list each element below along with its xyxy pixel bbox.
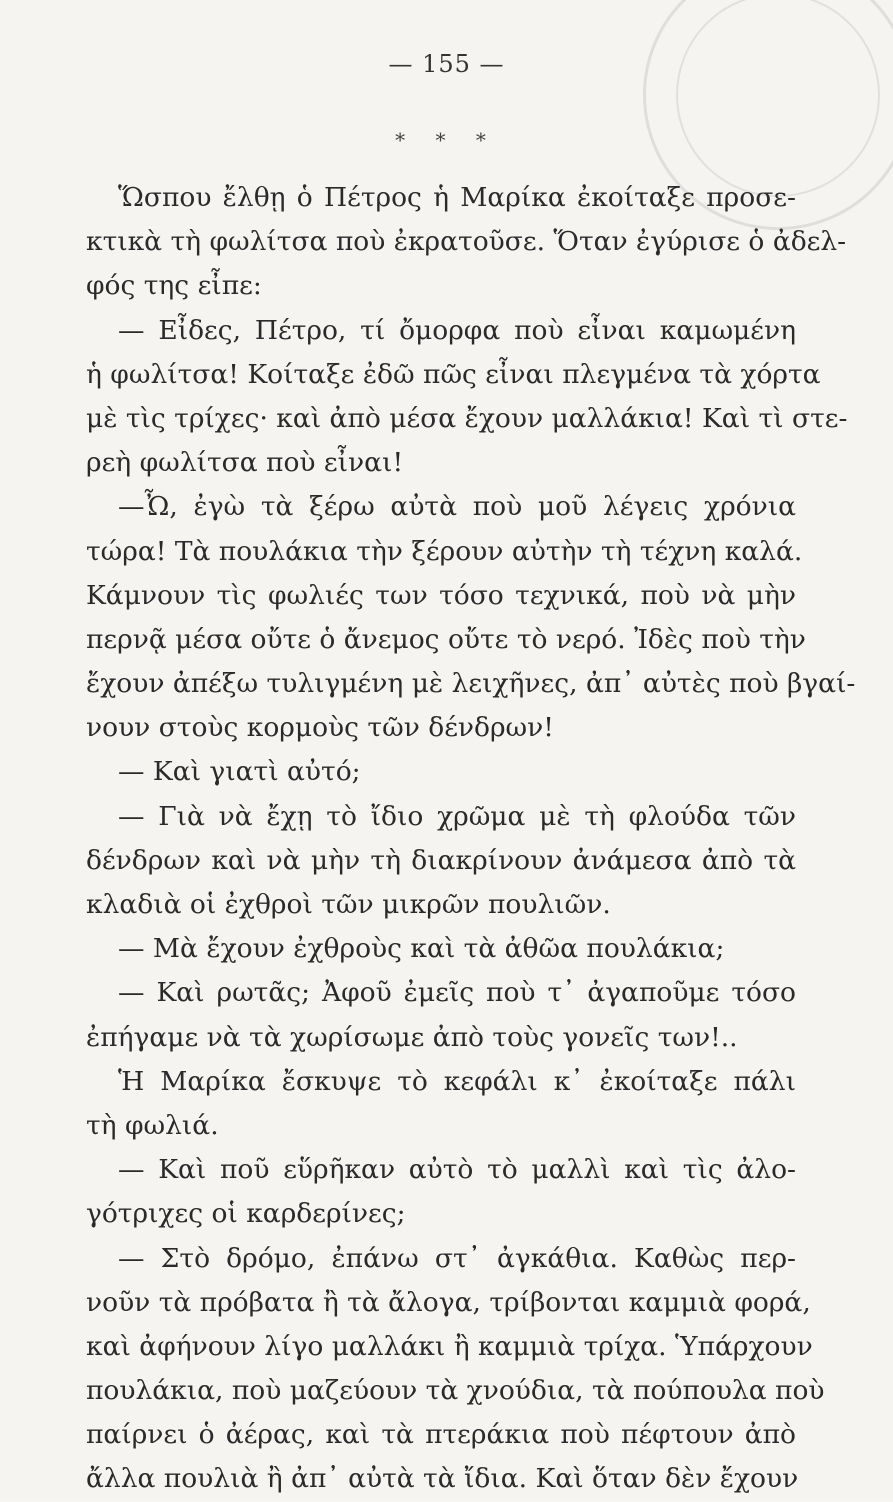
- text-line: τὴ φωλιά.: [86, 1109, 219, 1141]
- text-line: Κάμνουν τὶς φωλιές των τόσο τεχνικά, ποὺ νὰ μὴν: [86, 579, 796, 611]
- page-number: — 155 —: [388, 50, 505, 78]
- text-line: περνᾷ μέσα οὔτε ὁ ἄνεμος οὔτε τὸ νερό. Ἰδὲς ποὺ τὴν: [86, 623, 806, 655]
- text-line: Ἡ Μαρίκα ἔσκυψε τὸ κεφάλι κ᾽ ἐκοίταξε πάλι: [118, 1065, 796, 1097]
- text-line: παίρνει ὁ ἀέρας, καὶ τὰ πτεράκια ποὺ πέφτουν ἀπὸ: [86, 1419, 796, 1451]
- text-line: γότριχες οἱ καρδερίνες;: [86, 1198, 406, 1230]
- text-line: — Καὶ γιατὶ αὐτό;: [118, 756, 361, 788]
- text-line: ρεὴ φωλίτσα ποὺ εἶναι!: [86, 447, 404, 479]
- library-stamp-inner-ring: [676, 0, 880, 197]
- text-line: νουν στοὺς κορμοὺς τῶν δένδρων!: [86, 712, 554, 744]
- text-line: — Καὶ ποῦ εὕρῆκαν αὐτὸ τὸ μαλλὶ καὶ τὶς ἀλο-: [118, 1154, 796, 1186]
- text-line: κτικὰ τὴ φωλίτσα ποὺ ἐκρατοῦσε. Ὅταν ἐγύρισε ὁ ἀδελ-: [86, 226, 847, 258]
- text-line: ἡ φωλίτσα! Κοίταξε ἐδῶ πῶς εἶναι πλεγμένα τὰ χόρτα: [86, 358, 821, 390]
- text-line: — Στὸ δρόμο, ἐπάνω στ᾽ ἀγκάθια. Καθὼς περ-: [118, 1242, 796, 1274]
- text-line: τώρα! Τὰ πουλάκια τὴν ξέρουν αὐτὴν τὴ τέχνη καλά.: [86, 535, 803, 567]
- text-line: ἄλλα πουλιὰ ἢ ἀπ᾽ αὐτὰ τὰ ἴδια. Καὶ ὅταν δὲν ἔχουν: [86, 1463, 799, 1495]
- text-line: μὲ τὶς τρίχες· καὶ ἀπὸ μέσα ἔχουν μαλλάκια! Καὶ τὶ στε-: [86, 402, 848, 434]
- text-line: κλαδιὰ οἱ ἐχθροὶ τῶν μικρῶν πουλιῶν.: [86, 889, 611, 920]
- text-line: δένδρων καὶ νὰ μὴν τὴ διακρίνουν ἀνάμεσα ἀπὸ τὰ: [86, 844, 796, 876]
- text-line: — Μὰ ἔχουν ἐχθροὺς καὶ τὰ ἀθῶα πουλάκια;: [118, 933, 725, 965]
- text-line: καὶ ἀφήνουν λίγο μαλλάκι ἢ καμμιὰ τρίχα. Ὑπάρχουν: [86, 1330, 813, 1362]
- section-separator: * * *: [395, 128, 498, 152]
- text-line: νοῦν τὰ πρόβατα ἢ τὰ ἄλογα, τρίβονται καμμιὰ φορά,: [86, 1286, 811, 1318]
- text-line: Ὥσπου ἔλθῃ ὁ Πέτρος ἡ Μαρίκα ἐκοίταξε προσε-: [118, 182, 796, 213]
- text-line: πουλάκια, ποὺ μαζεύουν τὰ χνούδια, τὰ πούπουλα ποὺ: [86, 1375, 825, 1407]
- text-line: —Ὦ, ἐγὼ τὰ ξέρω αὐτὰ ποὺ μοῦ λέγεις χρόνια: [118, 491, 796, 523]
- text-line: ἐπήγαμε νὰ τὰ χωρίσωμε ἀπὸ τοὺς γονεῖς των!..: [86, 1021, 738, 1053]
- body-text: [86, 176, 856, 1502]
- text-line: — Γιὰ νὰ ἔχῃ τὸ ἴδιο χρῶμα μὲ τὴ φλούδα τῶν: [118, 800, 796, 832]
- text-line: φός της εἶπε:: [86, 270, 262, 302]
- text-line: ἔχουν ἀπέξω τυλιγμένη μὲ λειχῆνες, ἀπ᾽ αὐτὲς ποὺ βγαί-: [86, 668, 856, 700]
- text-line: — Εἶδες, Πέτρο, τί ὄμορφα ποὺ εἶναι καμωμένη: [118, 314, 796, 346]
- text-line: — Καὶ ρωτᾶς; Ἀφοῦ ἐμεῖς ποὺ τ᾽ ἀγαποῦμε τόσο: [118, 977, 796, 1009]
